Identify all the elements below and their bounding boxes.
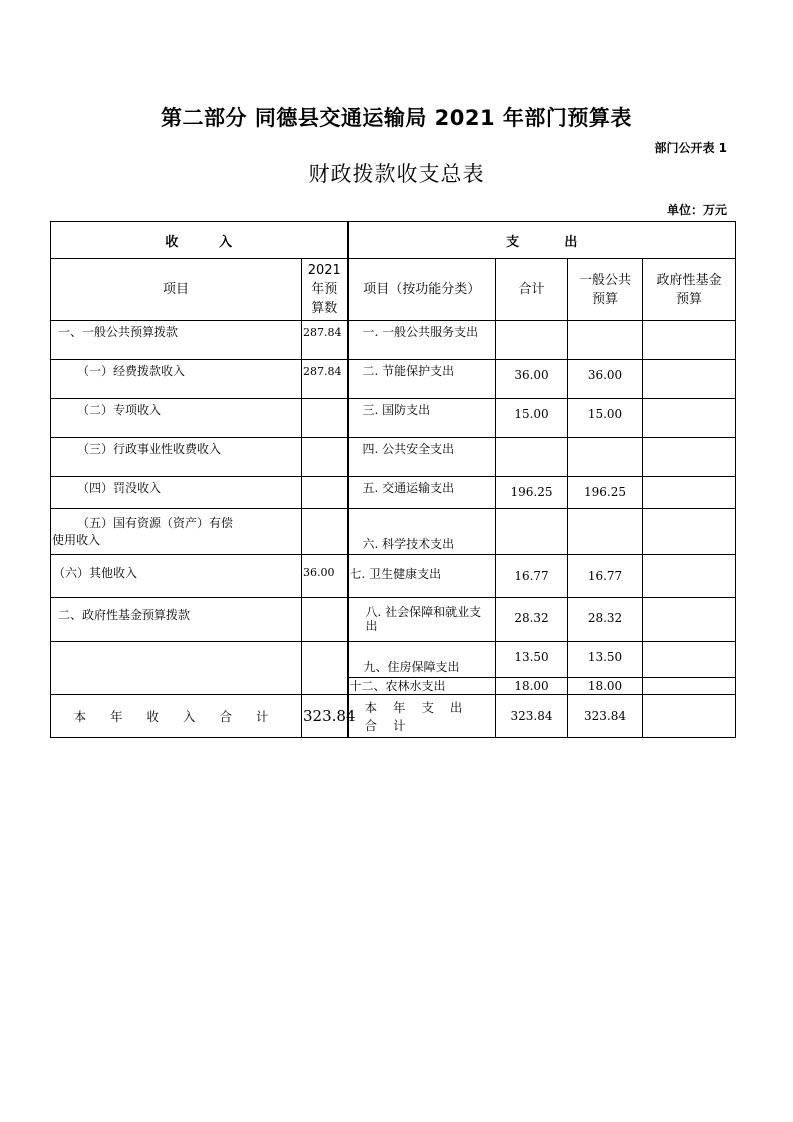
table-row [51, 509, 736, 555]
income-item: 二、政府性基金预算拨款 [51, 598, 302, 642]
income-item [51, 642, 302, 695]
total-value [496, 321, 568, 360]
income-amount: 36.00 [302, 555, 348, 598]
fund-budget-header: 政府性基金 预算 [643, 259, 736, 321]
table-row [51, 360, 736, 399]
income-budget-header: 2021 年预 算数 [302, 259, 348, 321]
budget-table [50, 221, 736, 738]
column-header-row [51, 259, 736, 321]
total-value: 196.25 [496, 477, 568, 509]
fund-value [643, 598, 736, 642]
income-item: （一）经费拨款收入 [51, 360, 302, 399]
expense-item: 二. 节能保护支出 [348, 360, 496, 399]
total-value: 28.32 [496, 598, 568, 642]
table-number-label: 部门公开表 1 [654, 141, 727, 155]
fund-value [643, 360, 736, 399]
income-amount: 287.84 [302, 321, 348, 360]
totals-row [51, 695, 736, 738]
fund-value [643, 477, 736, 509]
income-amount [302, 598, 348, 642]
income-amount: 287.84 [302, 360, 348, 399]
income-item: （四）罚没收入 [51, 477, 302, 509]
expense-item: 五. 交通运输支出 [348, 477, 496, 509]
expense-item: 十二、农林水支出 [348, 678, 496, 695]
general-value [568, 509, 643, 555]
fund-value [643, 321, 736, 360]
total-value: 36.00 [496, 360, 568, 399]
table-row [51, 555, 736, 598]
table-row [51, 438, 736, 477]
income-item-header: 项目 [51, 259, 302, 321]
table-row [51, 477, 736, 509]
table-row [51, 321, 736, 360]
fund-value [643, 695, 736, 738]
general-value: 15.00 [568, 399, 643, 438]
table-row [51, 642, 736, 678]
income-item: （五）国有资源（资产）有偿 使用收入 [51, 509, 302, 555]
fund-value [643, 438, 736, 477]
section-header-row [51, 222, 736, 259]
income-item: （三）行政事业性收费收入 [51, 438, 302, 477]
expense-item: 一. 一般公共服务支出 [348, 321, 496, 360]
total-value: 18.00 [496, 678, 568, 695]
page-title: 第二部分 同德县交通运输局 2021 年部门预算表 [161, 106, 632, 130]
total-value: 15.00 [496, 399, 568, 438]
general-value: 28.32 [568, 598, 643, 642]
general-value: 18.00 [568, 678, 643, 695]
total-value: 13.50 [496, 642, 568, 678]
general-value [568, 321, 643, 360]
income-item: （六）其他收入 [51, 555, 302, 598]
income-amount [302, 399, 348, 438]
general-value: 13.50 [568, 642, 643, 678]
income-total-label: 本 年 收 入 合 计 [51, 695, 302, 738]
expense-item: 六. 科学技术支出 [348, 509, 496, 555]
total-value: 16.77 [496, 555, 568, 598]
expense-item: 八. 社会保障和就业支 出 [348, 598, 496, 642]
fund-value [643, 509, 736, 555]
expense-section-header: 支 出 [348, 222, 736, 259]
income-section-header: 收 入 [51, 222, 348, 259]
expense-total-label: 本 年 支 出 合 计 [348, 695, 496, 738]
expense-item: 九、住房保障支出 [348, 642, 496, 678]
income-item: 一、一般公共预算拨款 [51, 321, 302, 360]
expense-item: 七. 卫生健康支出 [348, 555, 496, 598]
income-item: （二）专项收入 [51, 399, 302, 438]
general-value: 323.84 [568, 695, 643, 738]
fund-value [643, 642, 736, 678]
table-title: 财政拨款收支总表 [308, 162, 485, 186]
total-header: 合计 [496, 259, 568, 321]
fund-value [643, 555, 736, 598]
total-value [496, 509, 568, 555]
income-amount [302, 642, 348, 695]
table-row [51, 399, 736, 438]
income-total-amount: 323.84 [302, 695, 348, 738]
fund-value [643, 399, 736, 438]
unit-label: 单位：万元 [666, 203, 727, 217]
expense-item: 四. 公共安全支出 [348, 438, 496, 477]
general-value [568, 438, 643, 477]
general-value: 36.00 [568, 360, 643, 399]
general-value: 16.77 [568, 555, 643, 598]
income-amount [302, 477, 348, 509]
total-value: 323.84 [496, 695, 568, 738]
expense-item-header: 项目（按功能分类） [348, 259, 496, 321]
income-amount [302, 509, 348, 555]
income-amount [302, 438, 348, 477]
fund-value [643, 678, 736, 695]
general-budget-header: 一般公共 预算 [568, 259, 643, 321]
expense-item: 三. 国防支出 [348, 399, 496, 438]
table-row [51, 598, 736, 642]
total-value [496, 438, 568, 477]
general-value: 196.25 [568, 477, 643, 509]
